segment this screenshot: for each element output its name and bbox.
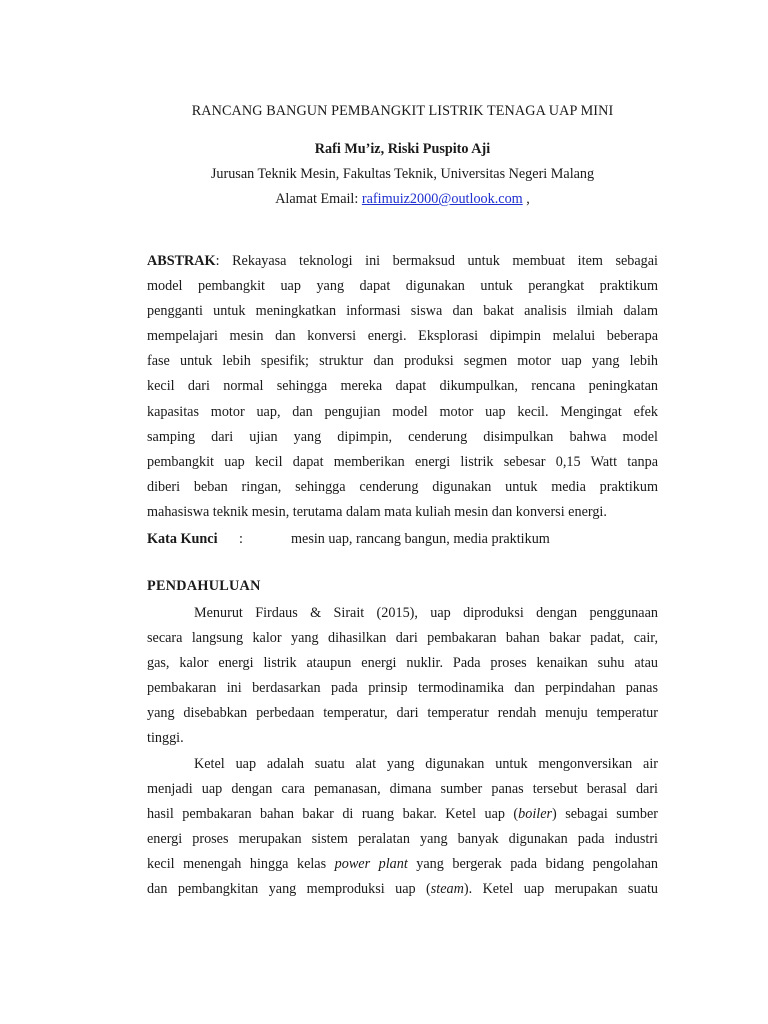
abstract-line: pengganti untuk meningkatkan informasi siswa dan bakat analisis ilmiah dalam	[147, 303, 658, 320]
body-line: kecil menengah hingga kelas power plant yang bergerak pada bidang pengolahan	[147, 856, 658, 873]
keywords-label: Kata Kunci	[147, 531, 218, 547]
keywords-row	[147, 527, 658, 552]
abstract-line: samping dari ujian yang dipimpin, cenderung disimpulkan bahwa model	[147, 428, 658, 445]
keywords-value: mesin uap, rancang bangun, media praktikum	[291, 531, 550, 547]
abstract-line: mempelajari mesin dan konversi energi. Eksplorasi dipimpin melalui beberapa	[147, 328, 658, 345]
author-affiliation: Jurusan Teknik Mesin, Fakultas Teknik, Universitas Negeri Malang	[210, 166, 595, 182]
body-line: pembakaran ini berdasarkan pada prinsip termodinamika dan perpindahan panas	[147, 680, 658, 697]
abstract-line: model pembangkit uap yang dapat digunakan untuk perangkat praktikum	[147, 278, 658, 295]
italic-term: power plant	[334, 856, 408, 873]
abstract-label: ABSTRAK	[147, 253, 216, 269]
author-names: Rafi Mu’iz, Riski Puspito Aji	[314, 141, 491, 157]
abstract-line: mahasiswa teknik mesin, terutama dalam mata kuliah mesin dan konversi energi.	[147, 503, 607, 520]
body-line: yang disebabkan perbedaan temperatur, dari temperatur rendah menuju temperatur	[147, 705, 658, 722]
abstract-line: kecil dari normal sehingga mereka dapat dikumpulkan, rencana peningkatan	[147, 378, 658, 395]
body-line: tinggi.	[147, 730, 184, 747]
paper-title: RANCANG BANGUN PEMBANGKIT LISTRIK TENAGA UAP MINI	[191, 103, 614, 119]
abstract-line: pembangkit uap kecil dapat memberikan energi listrik sebesar 0,15 Watt tanpa	[147, 453, 658, 470]
body-line: gas, kalor energi listrik ataupun energi nuklir. Pada proses kenaikan suhu atau	[147, 655, 658, 672]
italic-term: steam	[430, 881, 464, 898]
abstract-paragraph	[147, 249, 658, 525]
keywords-colon: :	[239, 531, 243, 547]
abstract-line: ABSTRAK: Rekayasa teknologi ini bermaksud untuk membuat item sebagai	[147, 253, 658, 269]
email-link[interactable]: rafimuiz2000@outlook.com	[361, 191, 523, 207]
body-line: menjadi uap dengan cara pemanasan, dimana sumber panas tersebut berasal dari	[147, 781, 658, 798]
email-label: Alamat Email:	[275, 191, 362, 207]
body-line: Menurut Firdaus & Sirait (2015), uap diproduksi dengan penggunaan	[194, 605, 658, 621]
italic-term: boiler	[518, 806, 553, 823]
body-line: dan pembangkitan yang memproduksi uap (steam). Ketel uap merupakan suatu	[147, 881, 658, 898]
intro-paragraph-2	[147, 752, 658, 903]
body-line: secara langsung kalor yang dihasilkan dari pembakaran bahan bakar padat, cair,	[147, 630, 658, 647]
body-line: energi proses merupakan sistem peralatan yang banyak digunakan pada industri	[147, 831, 658, 848]
section-heading: PENDAHULUAN	[147, 578, 261, 594]
abstract-line: diberi beban ringan, sehingga cenderung digunakan untuk media praktikum	[147, 478, 658, 495]
abstract-line: fase untuk lebih spesifik; struktur dan produksi segmen motor uap yang lebih	[147, 353, 658, 370]
body-line: Ketel uap adalah suatu alat yang digunakan untuk mengonversikan air	[194, 756, 658, 772]
body-line: hasil pembakaran bahan bakar di ruang bakar. Ketel uap (boiler) sebagai sumber	[147, 806, 658, 823]
abstract-line: kapasitas motor uap, dan pengujian model motor uap kecil. Mengingat efek	[147, 403, 658, 420]
email-line	[147, 191, 658, 208]
intro-paragraph-1	[147, 601, 658, 752]
email-suffix: ,	[522, 191, 530, 207]
